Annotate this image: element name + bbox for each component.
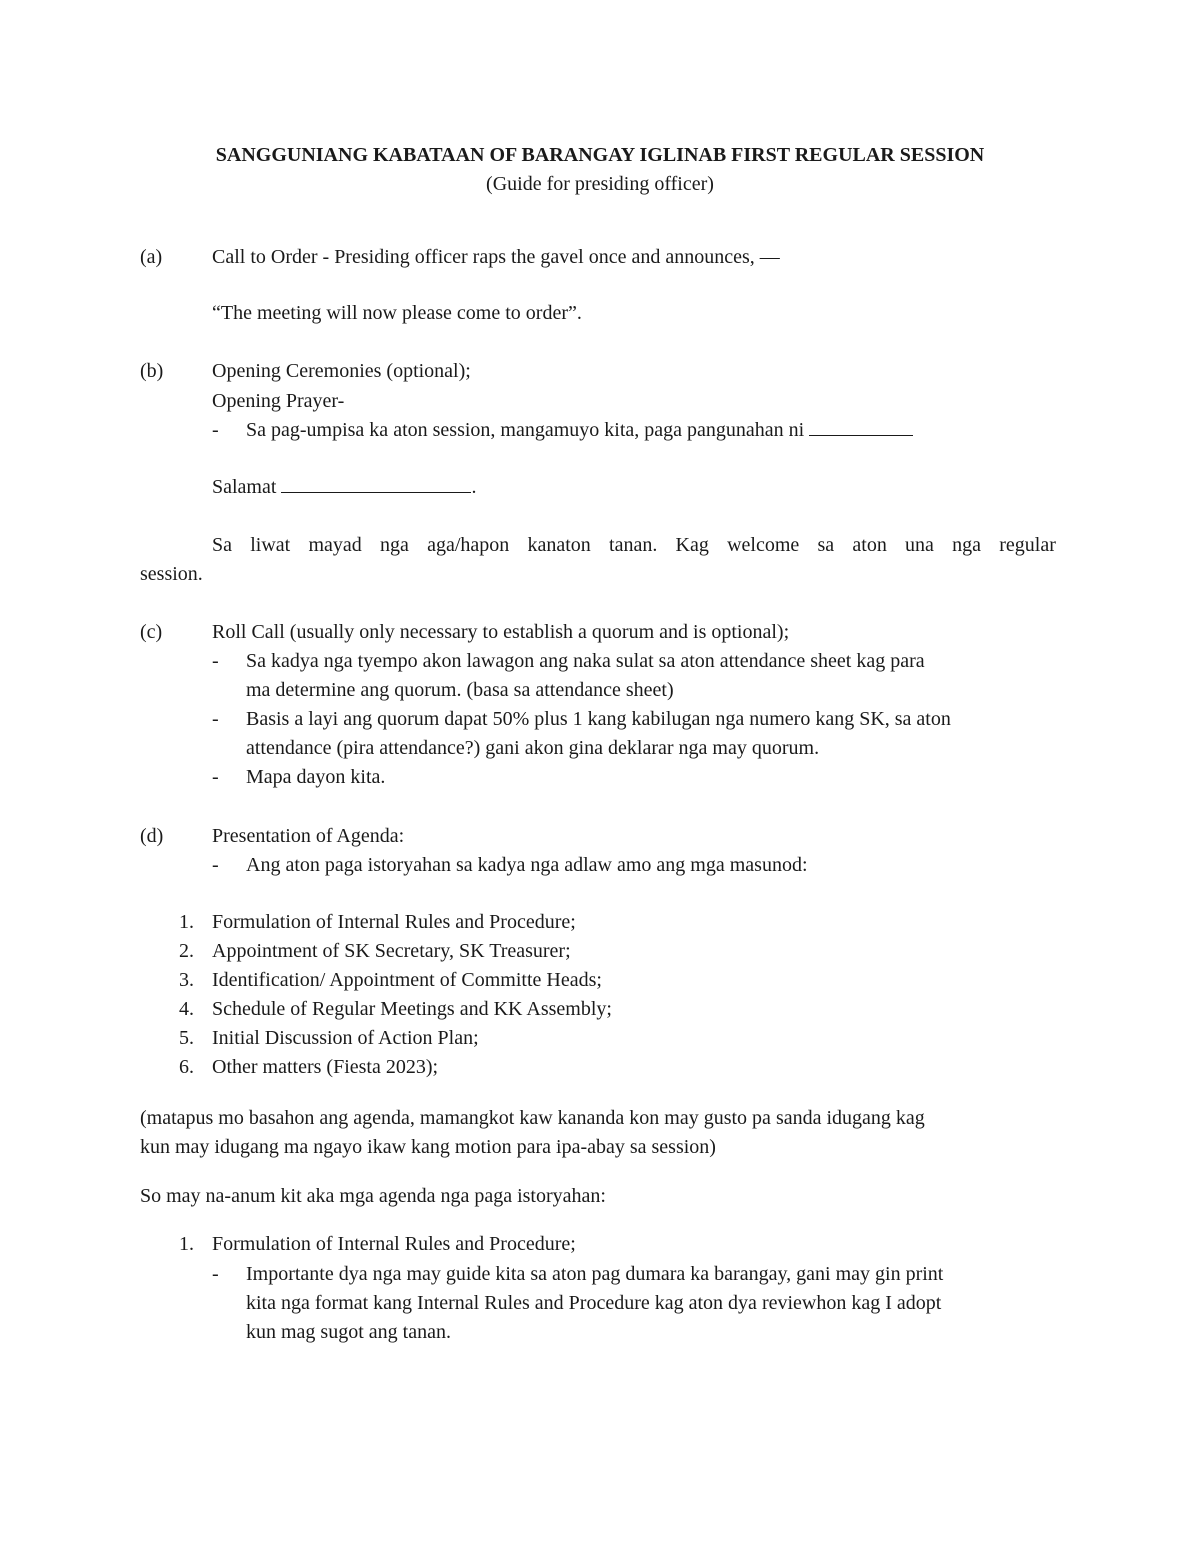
agenda-number: 3. (179, 969, 194, 991)
bullet-dash: - (212, 854, 219, 876)
so-may-line: So may na-anum kit aka mga agenda nga paga istoryahan: (140, 1185, 606, 1207)
roll-call-bullet-line: ma determine ang quorum. (basa sa attendance sheet) (246, 679, 674, 701)
welcome-word: tanan. (609, 534, 658, 556)
agenda-item: Initial Discussion of Action Plan; (212, 1027, 479, 1049)
welcome-word: nga (952, 534, 982, 556)
prayer-bullet (246, 416, 913, 445)
final-number: 1. (179, 1233, 194, 1255)
bullet-dash: - (212, 766, 219, 788)
section-b-label: (b) (140, 360, 164, 382)
document-title: SANGGUNIANG KABATAAN OF BARANGAY IGLINAB FIRST REGULAR SESSION (215, 144, 985, 166)
agenda-number: 2. (179, 940, 194, 962)
welcome-word: nga (379, 534, 409, 556)
agenda-item: Schedule of Regular Meetings and KK Assembly; (212, 998, 612, 1020)
welcome-word: aton (852, 534, 887, 556)
welcome-word: regular (999, 534, 1056, 556)
agenda-intro: Ang aton paga istoryahan sa kadya nga adlaw amo ang mga masunod: (246, 854, 808, 876)
salamat-end: . (471, 476, 477, 498)
welcome-word: Sa (212, 534, 232, 556)
section-d-text: Presentation of Agenda: (212, 825, 405, 847)
welcome-line (212, 531, 1056, 560)
bullet-dash: - (212, 419, 219, 441)
section-b-line1: Opening Ceremonies (optional); (212, 360, 471, 382)
bullet-dash: - (212, 650, 219, 672)
welcome-end: session. (140, 563, 203, 585)
section-a-text: Call to Order - Presiding officer raps the gavel once and announces, — (212, 246, 780, 268)
final-bullet-line: kun mag sugot ang tanan. (246, 1321, 451, 1343)
final-bullet-line: Importante dya nga may guide kita sa aton pag dumara ka barangay, gani may gin print (246, 1263, 944, 1285)
section-a-label: (a) (140, 246, 163, 268)
welcome-word: aga/hapon (427, 534, 510, 556)
welcome-word: kanaton (527, 534, 591, 556)
agenda-item: Other matters (Fiesta 2023); (212, 1056, 439, 1078)
bullet-dash: - (212, 1263, 219, 1285)
section-d-label: (d) (140, 825, 164, 847)
welcome-word: sa (817, 534, 835, 556)
salamat-line (212, 473, 476, 502)
blank-line (809, 417, 913, 436)
final-bullet-line: kita nga format kang Internal Rules and Procedure kag aton dya reviewhon kag I adopt (246, 1292, 942, 1314)
agenda-number: 1. (179, 911, 194, 933)
welcome-word: liwat (250, 534, 291, 556)
roll-call-bullet-line: Sa kadya nga tyempo akon lawagon ang naka sulat sa aton attendance sheet kag para (246, 650, 925, 672)
salamat-text: Salamat (212, 476, 277, 498)
welcome-word: una (905, 534, 934, 556)
section-a-quote: “The meeting will now please come to order”. (212, 302, 582, 324)
agenda-item: Appointment of SK Secretary, SK Treasurer; (212, 940, 571, 962)
bullet-dash: - (212, 708, 219, 730)
prayer-bullet-text: Sa pag-umpisa ka aton session, mangamuyo kita, paga pangunahan ni (246, 419, 805, 441)
section-c-label: (c) (140, 621, 163, 643)
welcome-word: mayad (308, 534, 362, 556)
blank-line (281, 474, 471, 493)
welcome-word: welcome (727, 534, 800, 556)
note-line: kun may idugang ma ngayo ikaw kang motion para ipa-abay sa session) (140, 1136, 716, 1158)
document-subtitle: (Guide for presiding officer) (486, 173, 714, 195)
agenda-number: 6. (179, 1056, 194, 1078)
agenda-item: Identification/ Appointment of Committe Heads; (212, 969, 602, 991)
agenda-number: 5. (179, 1027, 194, 1049)
agenda-number: 4. (179, 998, 194, 1020)
roll-call-bullet-line: attendance (pira attendance?) gani akon gina deklarar nga may quorum. (246, 737, 820, 759)
section-b-line2: Opening Prayer- (212, 390, 345, 412)
welcome-word: Kag (675, 534, 709, 556)
roll-call-bullet-line: Basis a layi ang quorum dapat 50% plus 1 kang kabilugan nga numero kang SK, sa aton (246, 708, 951, 730)
agenda-item: Formulation of Internal Rules and Procedure; (212, 911, 576, 933)
roll-call-bullet-line: Mapa dayon kita. (246, 766, 386, 788)
note-line: (matapus mo basahon ang agenda, mamangkot kaw kananda kon may gusto pa sanda idugang kag (140, 1107, 925, 1129)
section-c-text: Roll Call (usually only necessary to establish a quorum and is optional); (212, 621, 790, 643)
final-item: Formulation of Internal Rules and Procedure; (212, 1233, 576, 1255)
